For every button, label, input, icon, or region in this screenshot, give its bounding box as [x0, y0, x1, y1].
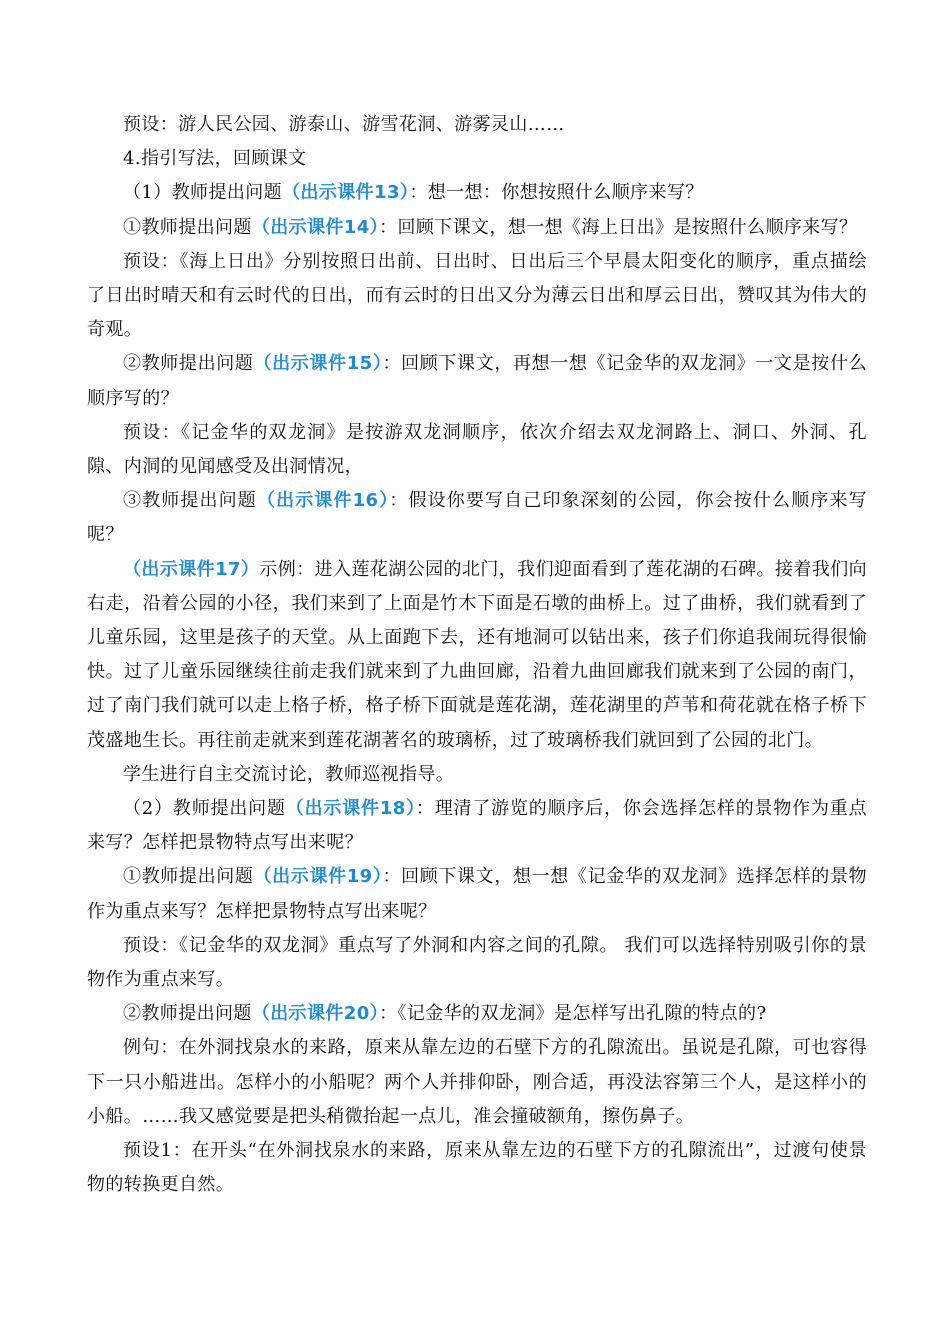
paragraph-text: 预设：《记金华的双龙洞》是按游双龙洞顺序，依次介绍去双龙洞路上、洞口、外洞、孔隙、内洞的见闻感受及出洞情况， — [87, 421, 867, 478]
courseware-reference: （出示课件14） — [251, 216, 380, 238]
paragraph-text: （1）教师提出问题 — [123, 182, 283, 204]
paragraph — [87, 997, 867, 1031]
paragraph — [87, 553, 867, 758]
paragraph-text: 预设：《海上日出》分别按照日出前、日出时、日出后三个早晨太阳变化的顺序，重点描绘了日出时晴天和有云时代的日出，而有云时的日出又分为薄云日出和厚云日出，赞叹其为伟大的奇观。 — [87, 250, 867, 341]
paragraph-text: ：《记金华的双龙洞》是怎样写出孔隙的特点的? — [379, 1003, 767, 1025]
paragraph — [87, 211, 867, 245]
paragraph-text: ②教师提出问题 — [123, 1003, 252, 1025]
paragraph-text: 预设：游人民公园、游泰山、游雪花洞、游雾灵山…… — [123, 114, 565, 135]
paragraph — [87, 758, 867, 792]
paragraph — [87, 1031, 867, 1134]
paragraph — [87, 860, 867, 928]
paragraph-text: ：理清了游览的顺序后，你会选择怎样的景物作为重点来写？怎样把景物特点写出来呢？ — [87, 798, 867, 854]
paragraph-text: ①教师提出问题 — [123, 866, 254, 888]
paragraph — [87, 347, 867, 415]
paragraph-text: ③教师提出问题 — [123, 490, 257, 512]
courseware-reference: （出示课件19） — [253, 866, 383, 888]
paragraph-text: （2）教师提出问题 — [123, 798, 286, 820]
courseware-reference: （出示课件18） — [285, 798, 416, 820]
paragraph — [87, 416, 867, 484]
paragraph-text: 示例：进入莲花湖公园的北门，我们迎面看到了莲花湖的石碑。接着我们向右走，沿着公园的小径，我们来到了上面是竹木下面是石墩的曲桥上。过了曲桥，我们就看到了儿童乐园，这里是孩子的天堂。从上面跑下去，还有地洞可以钻出来，孩子们你追我闹玩得很愉快。过了儿童乐园继续往前走我们就来到了九曲回廊，沿着九曲回廊我们就来到了公园的南门，过了南门我们就可以走上格子桥，格子桥下面就是莲花湖，莲花湖里的芦苇和荷花就在格子桥下茂盛地生长。再往前走就来到莲花湖著名的玻璃桥，过了玻璃桥我们就回到了公园的北门。 — [87, 558, 868, 751]
paragraph — [87, 1134, 867, 1202]
paragraph — [87, 792, 867, 860]
paragraph-text: 例句：在外洞找泉水的来路，原来从靠左边的石壁下方的孔隙流出。虽说是孔隙，可也容得下一只小船进出。怎样小的小船呢？两个人并排仰卧，刚合适，再没法容第三个人，是这样小的小船。……我又感觉要是把头稍微抬起一点儿，准会撞破额角，擦伤鼻子。 — [87, 1037, 867, 1127]
courseware-reference: （出示课件15） — [253, 353, 383, 375]
paragraph — [87, 176, 867, 210]
paragraph — [87, 108, 867, 142]
paragraph-text: 预设：《记金华的双龙洞》重点写了外洞和内容之间的孔隙。 我们可以选择特别吸引你的景物作为重点来写。 — [87, 934, 867, 991]
paragraph-text: 学生进行自主交流讨论，教师巡视指导。 — [123, 763, 455, 785]
paragraph-text: ：回顾下课文，想一想《海上日出》是按照什么顺序来写？ — [379, 216, 858, 238]
paragraph-text: ：回顾下课文，想一想《记金华的双龙洞》选择怎样的景物作为重点来写？怎样把景物特点写出来呢？ — [87, 866, 867, 922]
courseware-reference: （出示课件17） — [123, 558, 260, 580]
document-body — [87, 108, 867, 1203]
paragraph — [87, 142, 867, 176]
paragraph — [87, 245, 867, 348]
paragraph-text: ①教师提出问题 — [123, 216, 252, 238]
paragraph — [87, 484, 867, 552]
paragraph-text: ：想一想：你想按照什么顺序来写？ — [409, 182, 704, 204]
courseware-reference: （出示课件16） — [256, 490, 390, 512]
paragraph-text: ：回顾下课文，再想一想《记金华的双龙洞》一文是按什么顺序写的？ — [87, 353, 867, 409]
paragraph — [87, 929, 867, 997]
paragraph-text: 4.指引写法，回顾课文 — [123, 148, 307, 170]
courseware-reference: （出示课件20） — [251, 1003, 380, 1025]
courseware-reference: （出示课件13） — [282, 182, 410, 204]
paragraph-text: 预设1：在开头“在外洞找泉水的来路，原来从靠左边的石壁下方的孔隙流出”，过渡句使景物的转换更自然。 — [87, 1140, 867, 1196]
paragraph-text: ：假设你要写自己印象深刻的公园，你会按什么顺序来写呢？ — [87, 490, 868, 546]
paragraph-text: ②教师提出问题 — [123, 353, 254, 375]
